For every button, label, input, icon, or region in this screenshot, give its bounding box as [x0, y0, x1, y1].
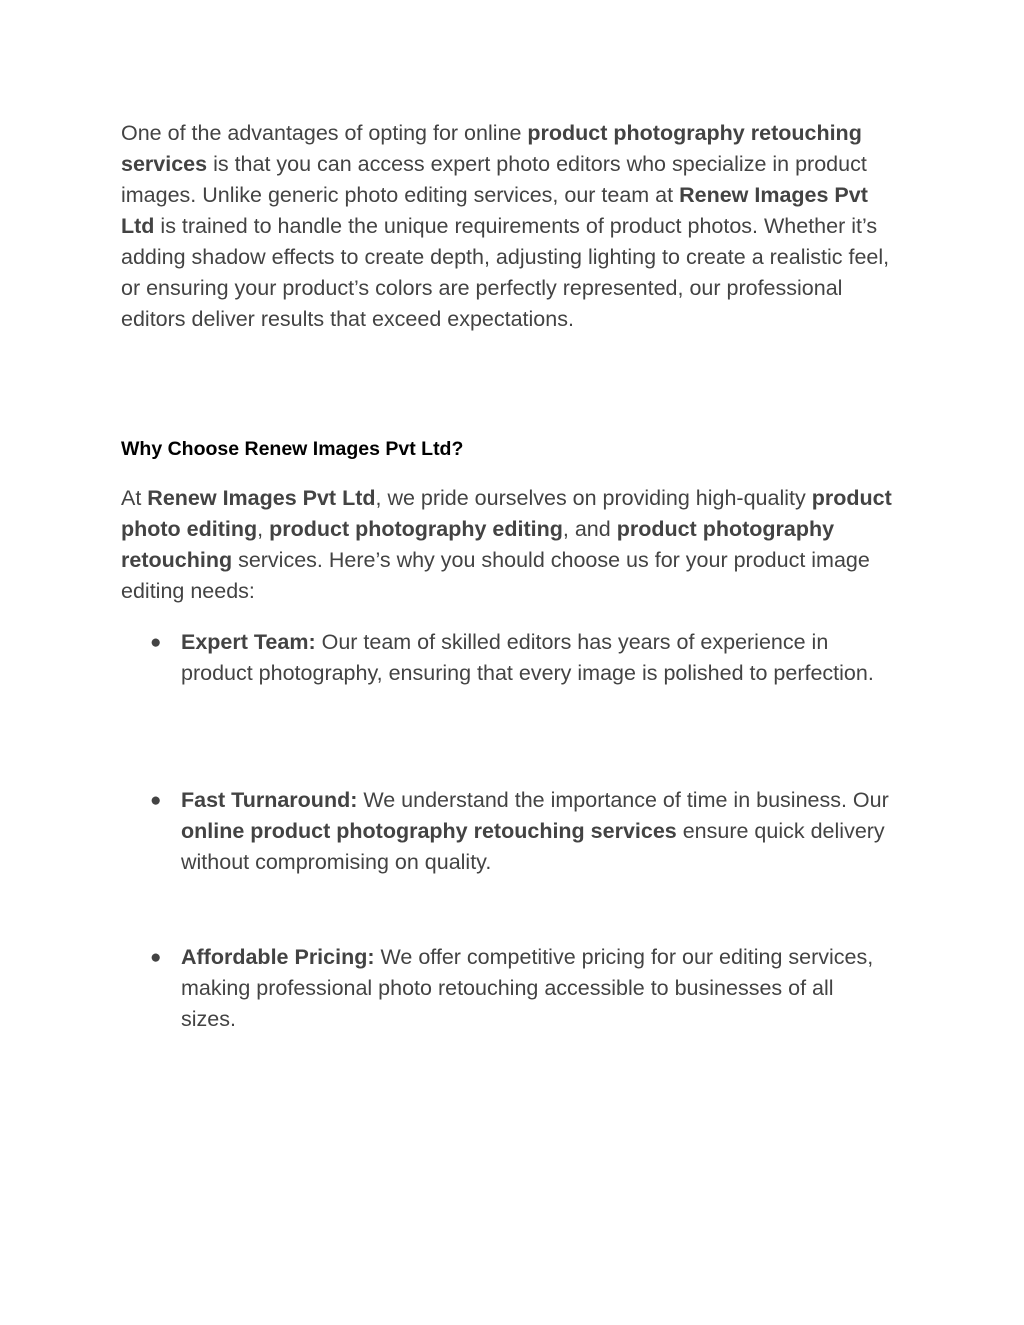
lead-paragraph: [121, 483, 901, 607]
intro-text-1: One of the advantages of opting for online: [121, 121, 528, 145]
intro-bold-company: Renew Images Pvt Ltd: [121, 183, 868, 238]
list-item-title: Fast Turnaround:: [181, 788, 358, 812]
list-item-title: Affordable Pricing:: [181, 945, 375, 969]
bullet-icon: ●: [150, 947, 162, 968]
lead-text-4: , and: [562, 517, 617, 541]
list-item-expert-team: [150, 627, 890, 689]
list-item-text: [181, 627, 890, 689]
intro-text-2: is that you can access expert photo editors who specialize in product images. Unlike generic photo editing services, our team at: [121, 152, 867, 207]
list-item-title: Expert Team:: [181, 630, 316, 654]
intro-text-3: is trained to handle the unique requirements of product photos. Whether it’s adding shadow effects to create depth, adjusting lighting to create a realistic feel, or ensuring your product’s colors are perfectly represented, our professional editors deliver results that exceed expectations.: [121, 214, 890, 331]
lead-bold-photo-editing: product photo editing: [121, 486, 892, 541]
lead-text-5: services. Here’s why you should choose us for your product image editing needs:: [121, 548, 870, 603]
list-item-affordable-pricing: [150, 942, 890, 1035]
list-item-body: We understand the importance of time in business. Our: [357, 788, 889, 812]
bullet-icon: ●: [150, 790, 162, 811]
lead-bold-company: Renew Images Pvt Ltd: [147, 486, 376, 510]
list-item-fast-turnaround: [150, 785, 890, 878]
list-item-bold-services: online product photography retouching services: [181, 819, 677, 843]
list-item-body-end: ensure quick delivery without compromising on quality.: [181, 819, 885, 874]
list-item-body: We offer competitive pricing for our editing services, making professional photo retouching accessible to businesses of all sizes.: [181, 945, 874, 1031]
lead-text-1: At: [121, 486, 148, 510]
intro-bold-services: product photography retouching services: [121, 121, 862, 176]
section-heading: Why Choose Renew Images Pvt Ltd?: [121, 438, 464, 460]
list-item-body: Our team of skilled editors has years of experience in product photography, ensuring that every image is polished to perfection.: [181, 630, 874, 685]
lead-text-2: , we pride ourselves on providing high-quality: [375, 486, 812, 510]
list-item-text: [181, 942, 890, 1035]
bullet-icon: ●: [150, 632, 162, 653]
lead-text-3: ,: [257, 517, 270, 541]
list-item-text: [181, 785, 890, 878]
lead-bold-photography-retouching: product photography retouching: [121, 517, 835, 572]
intro-paragraph: [121, 118, 901, 335]
lead-bold-photography-editing: product photography editing: [269, 517, 563, 541]
